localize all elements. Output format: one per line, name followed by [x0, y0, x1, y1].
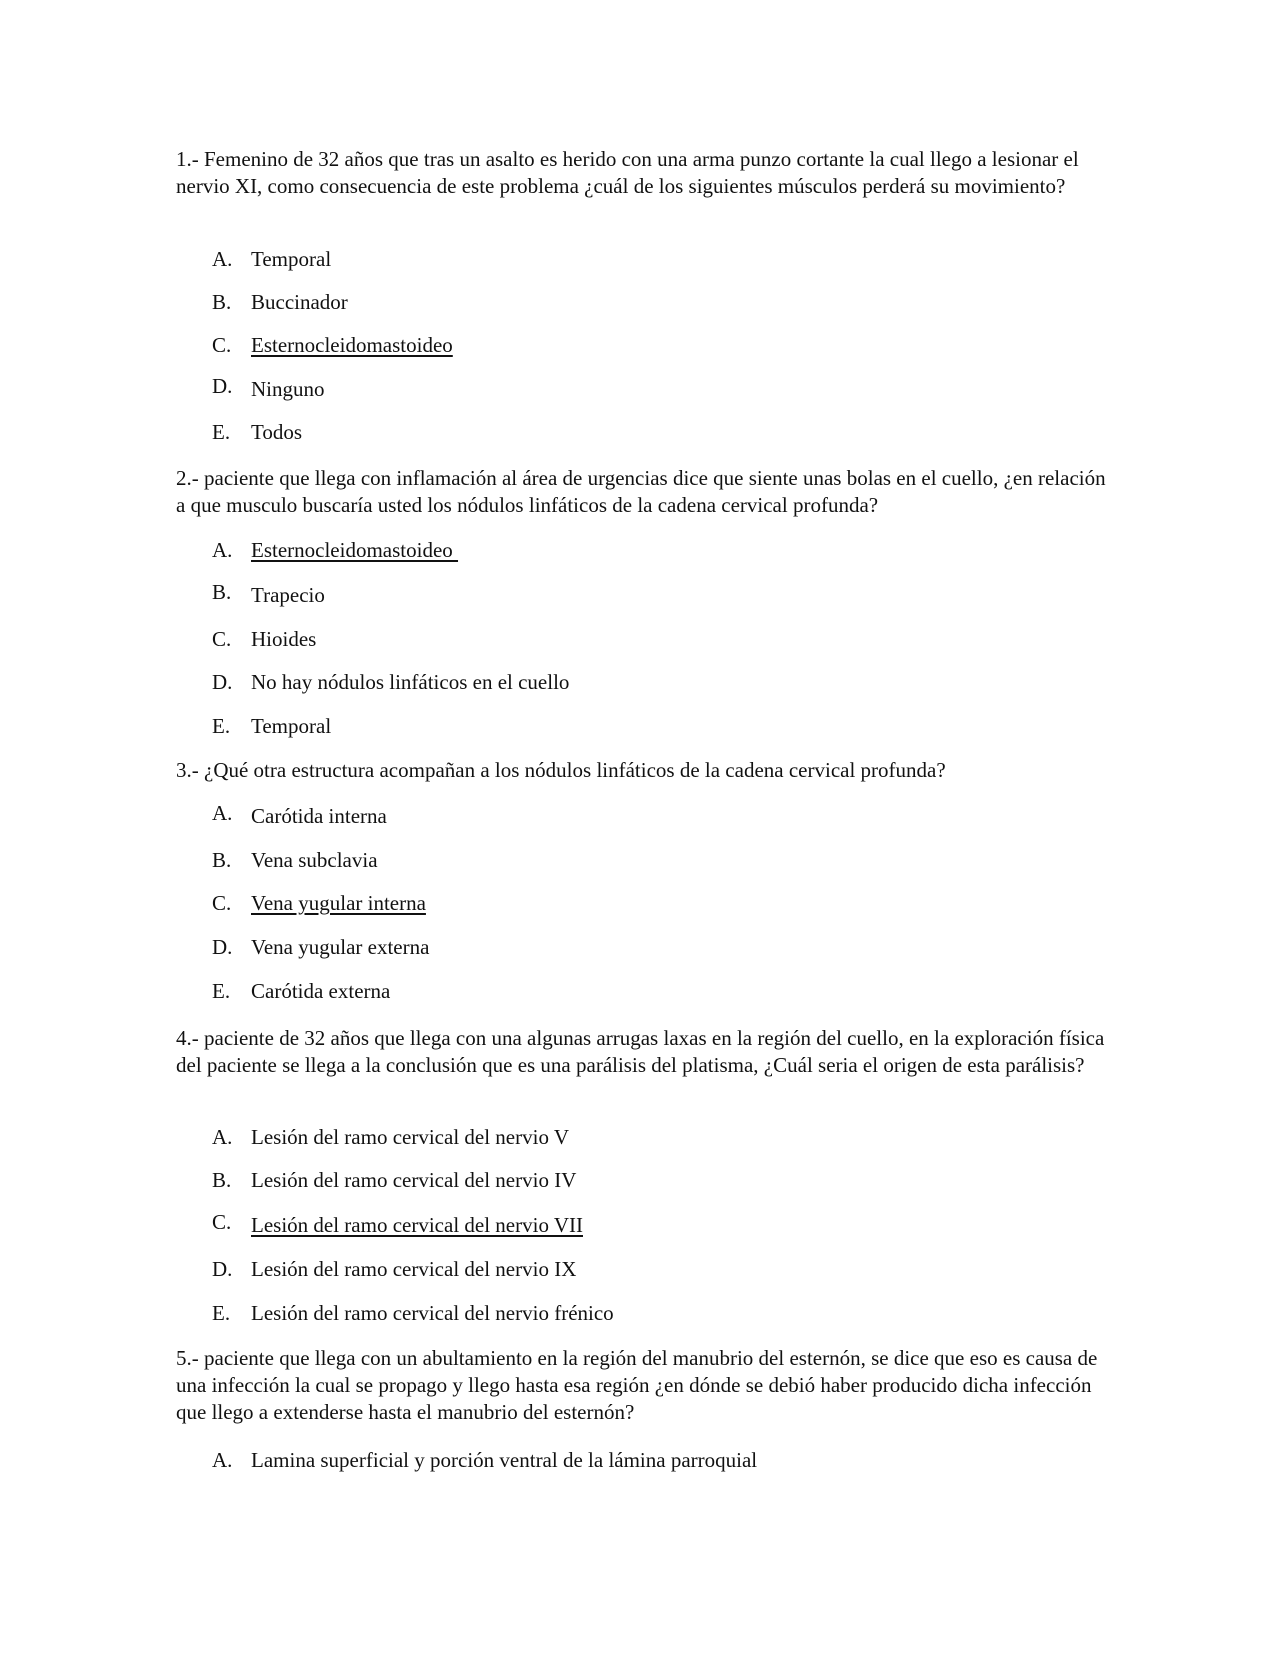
- option-text-marked-answer: Esternocleidomastoideo: [251, 333, 453, 357]
- option-letter: C.: [212, 333, 232, 357]
- option-letter: E.: [212, 714, 231, 738]
- option-letter: B.: [212, 1168, 232, 1192]
- option-letter: C.: [212, 891, 232, 915]
- option-letter: A.: [212, 247, 233, 271]
- option-text: Temporal: [251, 247, 332, 271]
- question-1-option-b: [212, 289, 348, 316]
- option-text: Carótida interna: [251, 804, 387, 828]
- option-letter: A.: [212, 538, 233, 562]
- option-letter: D.: [212, 670, 233, 694]
- question-2-option-a: [212, 537, 458, 564]
- option-text: Lesión del ramo cervical del nervio V: [251, 1125, 569, 1149]
- question-2-option-d: [212, 669, 569, 696]
- option-letter: A.: [212, 1448, 233, 1472]
- option-text: Todos: [251, 420, 303, 444]
- question-4-option-c: [212, 1212, 583, 1239]
- option-letter: D.: [212, 935, 233, 959]
- question-3-option-c: [212, 890, 426, 917]
- option-letter: B.: [212, 290, 232, 314]
- question-4-option-d: [212, 1256, 576, 1283]
- question-3-option-e: [212, 978, 390, 1005]
- option-text: Temporal: [251, 714, 332, 738]
- question-5-option-a: [212, 1447, 757, 1474]
- option-letter: E.: [212, 1301, 231, 1325]
- option-letter: C.: [212, 1210, 232, 1234]
- option-text-marked-answer: Esternocleidomastoideo: [251, 538, 459, 562]
- option-text: Ninguno: [251, 377, 325, 401]
- option-text-marked-answer: Vena yugular interna: [251, 891, 426, 915]
- option-letter: A.: [212, 801, 233, 825]
- option-letter: B.: [212, 580, 232, 604]
- question-2-text: 2.- paciente que llega con inflamación al área de urgencias dice que siente unas bolas en el cuello, ¿en relación a que musculo buscaría usted los nódulos linfáticos de la cadena cervical profunda?: [176, 466, 1106, 517]
- question-3-option-a: [212, 803, 387, 830]
- option-letter: D.: [212, 374, 233, 398]
- option-text: Vena subclavia: [251, 848, 378, 872]
- option-text: Vena yugular externa: [251, 935, 430, 959]
- question-1-option-d: [212, 376, 325, 403]
- option-letter: C.: [212, 627, 232, 651]
- question-2-option-e: [212, 713, 331, 740]
- option-letter: E.: [212, 420, 231, 444]
- option-text: Trapecio: [251, 583, 325, 607]
- question-2-option-b: [212, 582, 325, 609]
- question-1-text: 1.- Femenino de 32 años que tras un asalto es herido con una arma punzo cortante la cual llego a lesionar el nervio XI, como consecuencia de este problema ¿cuál de los siguientes músculos perderá su movimiento?: [176, 147, 1079, 198]
- question-3-text: 3.- ¿Qué otra estructura acompañan a los nódulos linfáticos de la cadena cervical profunda?: [176, 758, 946, 782]
- option-text: Buccinador: [251, 290, 348, 314]
- question-3-option-b: [212, 847, 378, 874]
- question-3-option-d: [212, 934, 429, 961]
- option-text: Lamina superficial y porción ventral de la lámina parroquial: [251, 1448, 758, 1472]
- option-letter: B.: [212, 848, 232, 872]
- question-4-option-e: [212, 1300, 614, 1327]
- option-text: Hioides: [251, 627, 317, 651]
- question-1-option-c: [212, 332, 453, 359]
- question-1-option-a: [212, 246, 331, 273]
- question-5-text: 5.- paciente que llega con un abultamiento en la región del manubrio del esternón, se dice que eso es causa de una infección la cual se propago y llego hasta esa región ¿en dónde se debió haber producido dicha infección que llego a extenderse hasta el manubrio del esternón?: [176, 1346, 1098, 1424]
- question-4-option-a: [212, 1124, 569, 1151]
- option-letter: D.: [212, 1257, 233, 1281]
- question-4-text: 4.- paciente de 32 años que llega con una algunas arrugas laxas en la región del cuello, en la exploración física del paciente se llega a la conclusión que es una parálisis del platisma, ¿Cuál seria el origen de esta parálisis?: [176, 1026, 1105, 1077]
- option-letter: E.: [212, 979, 231, 1003]
- question-1-option-e: [212, 419, 302, 446]
- option-text: Lesión del ramo cervical del nervio IX: [251, 1257, 577, 1281]
- option-text: Lesión del ramo cervical del nervio IV: [251, 1168, 577, 1192]
- question-4-option-b: [212, 1167, 576, 1194]
- option-letter: A.: [212, 1125, 233, 1149]
- option-text-marked-answer: Lesión del ramo cervical del nervio VII: [251, 1213, 583, 1237]
- question-2-option-c: [212, 626, 316, 653]
- option-text: Lesión del ramo cervical del nervio frénico: [251, 1301, 614, 1325]
- option-text: No hay nódulos linfáticos en el cuello: [251, 670, 570, 694]
- option-text: Carótida externa: [251, 979, 391, 1003]
